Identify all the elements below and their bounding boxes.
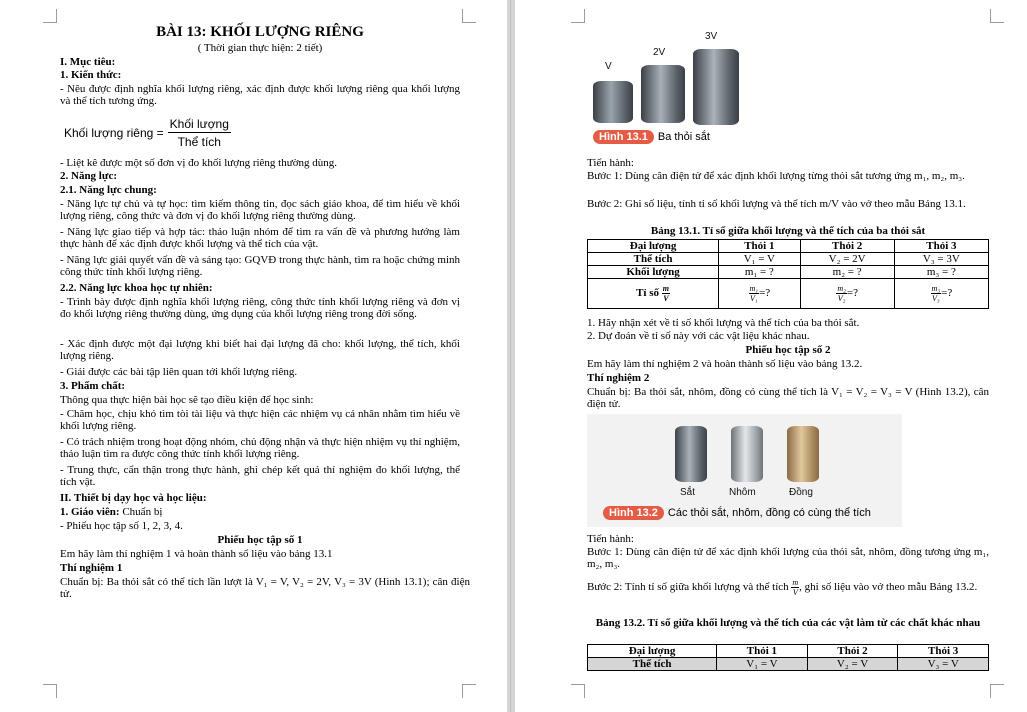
paragraph: Bước 2: Ghi số liệu, tính tỉ số khối lượng và thể tích m/V vào vở theo mẫu Bảng 13.1. (587, 198, 966, 210)
paragraph: - Liệt kê được một số đơn vị đo khối lượng riêng thường dùng. (60, 157, 338, 169)
experiment-heading: Thí nghiệm 1 (60, 562, 123, 574)
formula-denominator: Thể tích (177, 135, 221, 149)
section-heading: 2.1. Năng lực chung: (60, 184, 157, 196)
material-label: Nhôm (729, 487, 756, 498)
table-cell (894, 279, 988, 309)
formula-fraction (168, 117, 231, 149)
paragraph: Chuẩn bị: Ba thỏi sắt, nhôm, đồng có cùng thể tích là V₁ = V₂ = V₃ = V (Hình 13.2), cân điện tử. (587, 386, 989, 410)
table-title: Bảng 13.1. Tỉ số giữa khối lượng và thể tích của ba thỏi sắt (650, 225, 926, 237)
figure-13-2 (587, 414, 902, 527)
paragraph: Em hãy làm thí nghiệm 2 và hoàn thành số liệu vào bảng 13.2. (587, 358, 863, 370)
corner-mark (571, 9, 585, 23)
paragraph: - Năng lực giải quyết vấn đề và sáng tạo: GQVĐ trong thực hành, tìm ra hoặc chứng minh công thức tính khối lượng riêng. (60, 254, 460, 278)
experiment-heading: Thí nghiệm 2 (587, 372, 650, 384)
aluminium-block-icon (731, 426, 763, 482)
volume-label: V (605, 61, 612, 72)
step-text: , ghi số liệu vào vở theo mẫu Bảng 13.2. (799, 581, 978, 594)
fraction-numerator: m (662, 284, 670, 293)
table-header-cell: Thỏi 2 (807, 645, 898, 658)
table-title: Bảng 13.2. Tỉ số giữa khối lượng và thể tích của các vật làm từ các chất khác nhau (595, 617, 981, 629)
document-page-left (0, 0, 507, 712)
worksheet-heading: Phiếu học tập số 1 (217, 534, 303, 546)
formula-lhs: Khối lượng riêng = (64, 126, 164, 140)
fraction (791, 578, 799, 597)
table-row (588, 240, 989, 253)
table-header-cell: Thỏi 2 (800, 240, 894, 253)
fraction-denominator: V (792, 588, 798, 597)
table-cell: V₂ = 2V (800, 253, 894, 266)
table-header-cell: Thỏi 1 (717, 645, 808, 658)
unknown-mark: =? (759, 287, 771, 300)
paragraph: - Phiếu học tập số 1, 2, 3, 4. (60, 520, 183, 532)
table-header-cell: Thỏi 3 (894, 240, 988, 253)
fraction-denominator: V₂ (837, 294, 846, 303)
iron-block-icon (641, 65, 685, 123)
unknown-mark: =? (846, 287, 858, 300)
fraction-numerator: m₁ (749, 284, 759, 293)
fraction-denominator: V₃ (931, 294, 940, 303)
table-13-2 (587, 644, 989, 671)
table-row (588, 279, 989, 309)
paragraph: Thông qua thực hiện bài học sẽ tạo điều kiện để học sinh: (60, 394, 314, 406)
table-header-cell: Đại lượng (588, 240, 719, 253)
section-heading: 3. Phẩm chất: (60, 380, 126, 392)
subtitle: ( Thời gian thực hiện: 2 tiết) (197, 42, 323, 54)
material-label: Sắt (680, 487, 696, 498)
step-text: Bước 2: Tính tỉ số giữa khối lượng và thể tích (587, 581, 789, 594)
iron-block-icon (675, 426, 707, 482)
table-cell: V₃ = V (898, 658, 989, 671)
figure-caption-text: Ba thỏi sắt (657, 131, 710, 143)
table-header-cell: Thỏi 1 (719, 240, 800, 253)
table-cell (588, 279, 719, 309)
table-row (588, 658, 989, 671)
section-heading: 2.2. Năng lực khoa học tự nhiên: (60, 282, 213, 294)
section-heading: I. Mục tiêu: (60, 56, 116, 68)
figure-caption-text: Các thỏi sắt, nhôm, đồng có cùng thể tích (667, 507, 871, 519)
fraction-denominator: V₁ (749, 294, 758, 303)
corner-mark (571, 684, 585, 698)
table-cell: m₁ = ? (719, 266, 800, 279)
fraction (931, 284, 942, 303)
iron-block-icon (593, 81, 633, 123)
paragraph: Bước 1: Dùng cân điện tử để xác định khối lượng từng thỏi sắt tương ứng m₁, m₂, m₃. (587, 170, 965, 182)
table-row (588, 645, 989, 658)
corner-mark (990, 9, 1004, 23)
table-cell: Thể tích (588, 253, 719, 266)
question: 1. Hãy nhận xét về tỉ số khối lượng và thể tích của ba thỏi sắt. (587, 317, 860, 329)
paragraph: - Chăm học, chịu khó tìm tòi tài liệu và thực hiện các nhiệm vụ cá nhân nhằm tìm hiểu về khối lượng riêng. (60, 408, 460, 432)
table-cell: V₂ = V (807, 658, 898, 671)
paragraph: Tiến hành: (587, 157, 634, 169)
paragraph: - Có trách nhiệm trong hoạt động nhóm, chủ động nhận và thực hiện nhiệm vụ thí nghiệm, thảo luận tìm ra được công thức tính khối lượng riêng. (60, 436, 460, 460)
section-heading: 1. Kiến thức: (60, 69, 122, 81)
figure-badge: Hình 13.1 (593, 130, 654, 144)
corner-mark (43, 9, 57, 23)
ratio-label: Tỉ số (636, 287, 660, 300)
figure-caption (593, 130, 710, 144)
corner-mark (990, 684, 1004, 698)
unknown-mark: =? (941, 287, 953, 300)
question: 2. Dự đoán về tỉ số này với các vật liệu khác nhau. (587, 330, 810, 342)
teacher-text: Chuẩn bị (119, 506, 163, 518)
page-divider (507, 0, 515, 712)
fraction (749, 284, 760, 303)
teacher-line (60, 506, 162, 518)
paragraph: - Xác định được một đại lượng khi biết hai đại lượng đã cho: khối lượng, thể tích, khối lượng riêng. (60, 338, 460, 362)
paragraph: Em hãy làm thí nghiệm 1 và hoàn thành số liệu vào bảng 13.1 (60, 548, 333, 560)
paragraph: - Năng lực giao tiếp và hợp tác: thảo luận nhóm để tìm ra vấn đề và phương hướng làm thực hành để xác định được khối lượng và thể tích của vật. (60, 226, 460, 250)
corner-mark (462, 9, 476, 23)
paragraph: - Giải được các bài tập liên quan tới khối lượng riêng. (60, 366, 298, 378)
paragraph (587, 578, 989, 597)
paragraph: Tiến hành: (587, 533, 634, 545)
fraction-numerator: m₃ (931, 284, 941, 293)
material-label: Đồng (789, 487, 813, 498)
table-row (588, 266, 989, 279)
table-13-1 (587, 239, 989, 309)
table-header-cell: Thỏi 3 (898, 645, 989, 658)
figure-13-1 (587, 23, 749, 150)
density-formula (64, 117, 231, 149)
worksheet-heading: Phiếu học tập số 2 (745, 344, 831, 356)
paragraph: - Nêu được định nghĩa khối lượng riêng, xác định được khối lượng riêng qua khối lượng và thể tích tương ứng. (60, 83, 460, 107)
table-cell: Thể tích (588, 658, 717, 671)
table-cell: m₃ = ? (894, 266, 988, 279)
volume-label: 2V (653, 47, 666, 58)
page-title: BÀI 13: KHỐI LƯỢNG RIÊNG (156, 24, 364, 40)
table-cell: V₃ = 3V (894, 253, 988, 266)
paragraph: - Trung thực, cẩn thận trong thực hành, ghi chép kết quả thí nghiệm đo khối lượng, thể tích vật. (60, 464, 460, 488)
fraction (836, 284, 847, 303)
teacher-label: 1. Giáo viên: (60, 506, 120, 518)
figure-badge: Hình 13.2 (603, 506, 664, 520)
copper-block-icon (787, 426, 819, 482)
table-row (588, 253, 989, 266)
paragraph: - Trình bày được định nghĩa khối lượng riêng, công thức tính khối lượng riêng và đơn vị đo khối lượng riêng thường dùng, ứng dụng của khối lượng riêng trong đời sống. (60, 296, 460, 320)
table-cell (719, 279, 800, 309)
corner-mark (462, 684, 476, 698)
iron-block-icon (693, 49, 739, 125)
table-cell: V₁ = V (719, 253, 800, 266)
corner-mark (43, 684, 57, 698)
fraction-numerator: m (792, 578, 799, 587)
table-cell (800, 279, 894, 309)
table-cell: Khối lượng (588, 266, 719, 279)
formula-numerator: Khối lượng (169, 117, 229, 131)
volume-label: 3V (705, 31, 718, 42)
paragraph: Chuẩn bị: Ba thỏi sắt có thể tích lần lượt là V₁ = V, V₂ = 2V, V₃ = 3V (Hình 13.1); cân điện tử. (60, 576, 470, 600)
paragraph: - Năng lực tự chủ và tự học: tìm kiếm thông tin, đọc sách giáo khoa, để tìm hiểu về khối lượng riêng, công thức và đơn vị đo khối lượng riêng thường dùng. (60, 198, 460, 222)
fraction-denominator: V (663, 294, 669, 303)
table-cell: m₂ = ? (800, 266, 894, 279)
fraction (662, 284, 670, 303)
fraction-numerator: m₂ (837, 284, 846, 293)
table-header-cell: Đại lượng (588, 645, 717, 658)
section-heading: 2. Năng lực: (60, 170, 118, 182)
paragraph: Bước 1: Dùng cân điện tử để xác định khối lượng của thỏi sắt, nhôm, đồng tương ứng m₁, m₂, m₃. (587, 546, 989, 570)
table-cell: V₁ = V (717, 658, 808, 671)
figure-caption (603, 506, 871, 520)
section-heading: II. Thiết bị dạy học và học liệu: (60, 492, 207, 504)
